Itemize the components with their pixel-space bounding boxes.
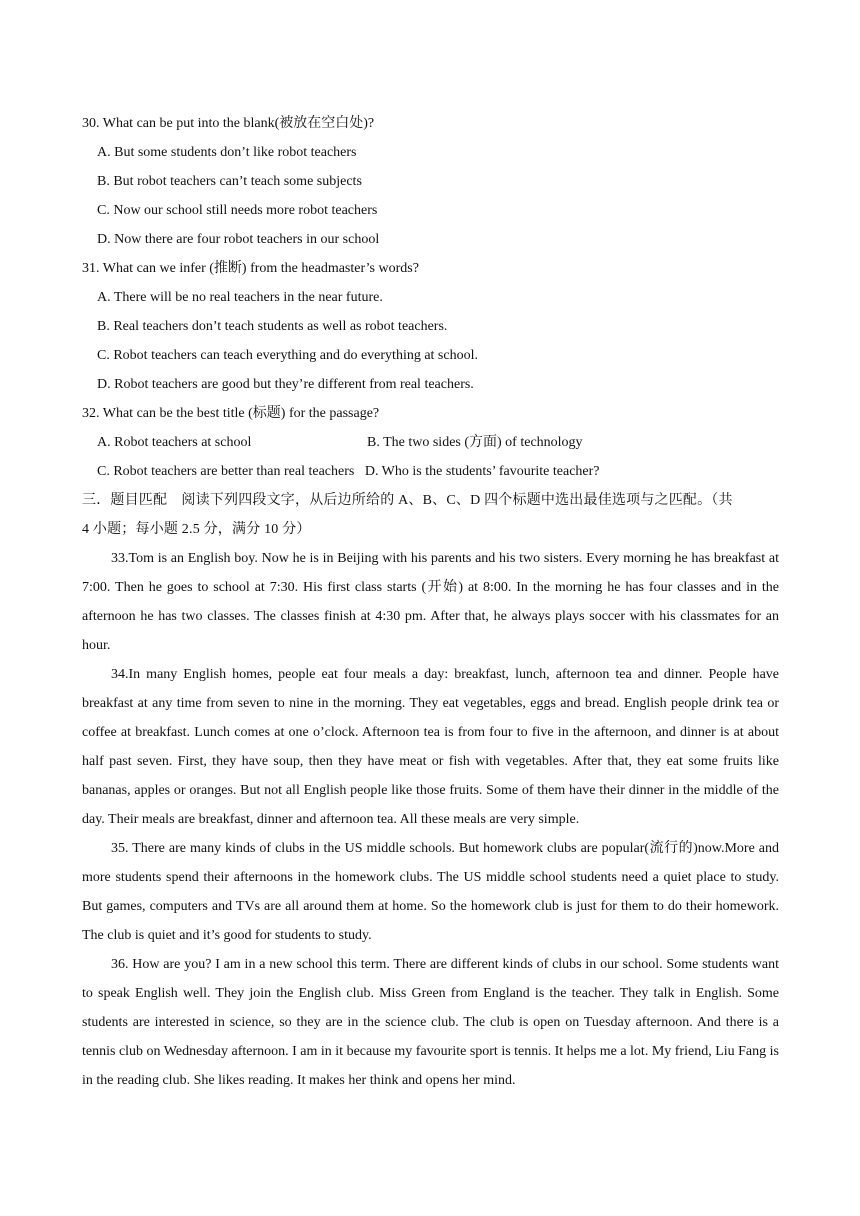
section-3-heading-line-2: 4 小题；每小题 2.5 分，满分 10 分） — [82, 522, 311, 537]
passage-33: 33.Tom is an English boy. Now he is in Beijing with his parents and his two sisters. Every morning he has breakfast at 7:00. Then he goes to school at 7:30. His first class starts (开始) at 8:00. In the morning he has four classes and in the afternoon he has two classes. The classes finish at 4:30 pm. After that, he always plays soccer with his classmates for an hour. — [82, 551, 779, 653]
passage-35: 35. There are many kinds of clubs in the US middle schools. But homework clubs are popular(流行的)now.More and more students spend their afternoons in the homework clubs. The US middle school students need a quiet place to study. But games, computers and TVs are all around them at home. So the homework club is just for them to do their homework. The club is quiet and it’s good for students to study. — [82, 841, 779, 943]
question-30-stem: 30. What can be put into the blank(被放在空白处)? — [82, 116, 375, 131]
question-31-stem: 31. What can we infer (推断) from the headmaster’s words? — [82, 261, 419, 276]
question-31-option-b: B. Real teachers don’t teach students as well as robot teachers. — [97, 319, 448, 334]
question-30-option-a: A. But some students don’t like robot teachers — [97, 145, 357, 160]
question-31-option-d: D. Robot teachers are good but they’re different from real teachers. — [97, 377, 474, 392]
question-32-option-c: C. Robot teachers are better than real teachers — [97, 464, 355, 479]
page-content — [82, 109, 779, 1095]
passage-36: 36. How are you? I am in a new school this term. There are different kinds of clubs in our school. Some students want to speak English well. They join the English club. Miss Green from England is the teacher. They talk in English. Some students are interested in science, so they are in the science club. The club is open on Tuesday afternoon. And there is a tennis club on Wednesday afternoon. I am in it because my favourite sport is tennis. It helps me a lot. My friend, Liu Fang is in the reading club. She likes reading. It makes her think and opens her mind. — [82, 957, 779, 1088]
question-32-options-row-1 — [82, 428, 779, 457]
question-31-option-c: C. Robot teachers can teach everything and do everything at school. — [97, 348, 478, 363]
question-30-option-b: B. But robot teachers can’t teach some subjects — [97, 174, 362, 189]
passage-34: 34.In many English homes, people eat four meals a day: breakfast, lunch, afternoon tea and dinner. People have breakfast at any time from seven to nine in the morning. They eat vegetables, eggs and bread. English people drink tea or coffee at breakfast. Lunch comes at one o’clock. Afternoon tea is from four to five in the afternoon, and dinner is at about half past seven. First, they have soup, then they have meat or fish with vegetables. After that, they eat some fruits like bananas, apples or oranges. But not all English people like those fruits. Some of them have their dinner in the middle of the day. Their meals are breakfast, dinner and afternoon tea. All these meals are very simple. — [82, 667, 779, 827]
question-32-options-row-2 — [82, 457, 779, 486]
section-3-heading-line-1: 三．题目匹配 阅读下列四段文字，从后边所给的 A、B、C、D 四个标题中选出最佳选项与之匹配。（共 — [82, 493, 733, 508]
question-30-option-c: C. Now our school still needs more robot teachers — [97, 203, 378, 218]
question-31-option-a: A. There will be no real teachers in the near future. — [97, 290, 383, 305]
question-32-option-d: D. Who is the students’ favourite teacher? — [364, 464, 600, 479]
question-32-option-a: A. Robot teachers at school — [97, 435, 252, 450]
option-gap — [354, 464, 365, 479]
question-30-option-d: D. Now there are four robot teachers in our school — [97, 232, 380, 247]
question-32-option-b: B. The two sides (方面) of technology — [367, 435, 583, 450]
question-32-stem: 32. What can be the best title (标题) for the passage? — [82, 406, 380, 421]
